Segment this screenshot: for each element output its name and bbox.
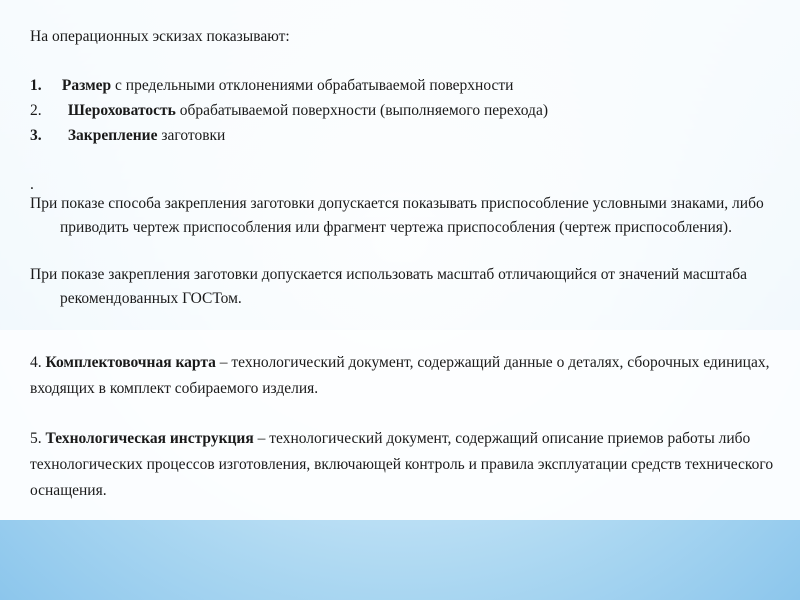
definition-tech-instruction bbox=[30, 426, 800, 504]
list-item-number: 2. bbox=[30, 102, 42, 119]
list-item-text: обрабатываемой поверхности (выполняемого перехода) bbox=[175, 102, 548, 119]
list-item-number: 1. bbox=[30, 77, 42, 94]
list-item-text: с предельными отклонениями обрабатываемой поверхности bbox=[111, 77, 514, 94]
definition-text: – технологический документ, содержащий данные о деталях, сборочных единицах, входящих в комплект собираемого изделия. bbox=[30, 354, 770, 397]
list-item-term: Размер bbox=[61, 77, 112, 94]
definition-term: Технологическая инструкция bbox=[45, 430, 254, 447]
sketch-items-list bbox=[30, 73, 548, 148]
list-item-number: 3. bbox=[30, 127, 42, 144]
list-item bbox=[30, 73, 548, 98]
list-item-text: заготовки bbox=[157, 127, 226, 144]
definition-kit-card bbox=[30, 350, 800, 402]
paragraph-scale-note: При показе закрепления заготовки допускается использовать масштаб отличающийся от значений масштаба рекомендованных ГОСТом. bbox=[30, 266, 748, 307]
list-item-term: Шероховатость bbox=[67, 102, 176, 119]
definition-term: Комплектовочная карта bbox=[45, 354, 216, 371]
definition-number: 4. bbox=[30, 354, 46, 371]
intro-heading: На операционных эскизах показывают: bbox=[30, 28, 290, 45]
list-item bbox=[30, 98, 548, 123]
list-item bbox=[30, 123, 548, 148]
separator-dot: . bbox=[30, 176, 34, 193]
definition-text: – технологический документ, содержащий описание приемов работы либо технологических процессов изготовления, включающей контроль и правила эксплуатации средств технического оснащения. bbox=[30, 430, 774, 499]
definition-number: 5. bbox=[30, 430, 46, 447]
paragraph-fixture-display: При показе способа закрепления заготовки допускается показывать приспособление условными знаками, либо приводить чертеж приспособления или фрагмент чертежа приспособления (чертеж приспособления). bbox=[30, 195, 764, 236]
list-item-term: Закрепление bbox=[67, 127, 158, 144]
